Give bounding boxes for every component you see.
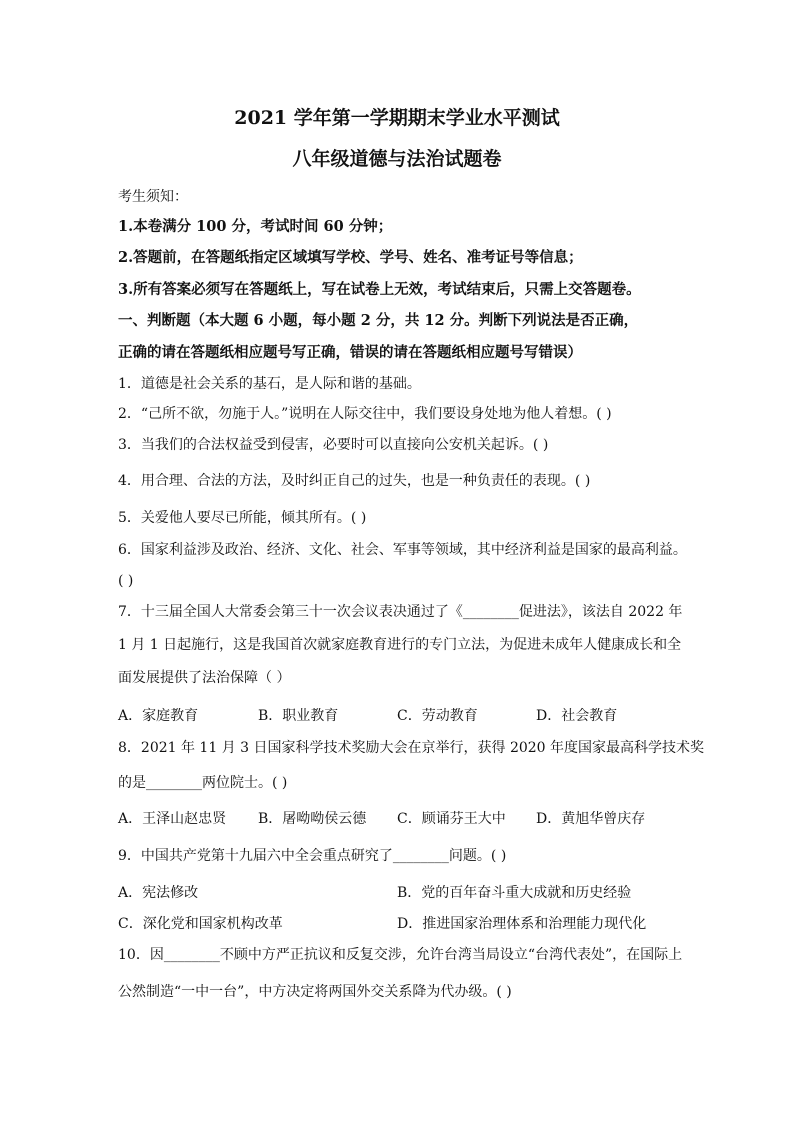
- option-b: B．职业教育: [258, 708, 339, 724]
- section-heading: 正确的请在答题纸相应题号写正确，错误的请在答题纸相应题号写错误）: [118, 344, 582, 361]
- option-a: A．宪法修改: [118, 885, 199, 901]
- option-d: D．社会教育: [536, 708, 618, 724]
- section-heading: 一、判断题（本大题 6 小题，每小题 2 分，共 12 分。判断下列说法是否正确，: [118, 312, 639, 329]
- question-5: 5．关爱他人要尽已所能，倾其所有。( ): [118, 510, 367, 526]
- option-d: D．推进国家治理体系和治理能力现代化: [397, 916, 647, 932]
- question-6: 6．国家利益涉及政治、经济、文化、社会、军事等领域，其中经济利益是国家的最高利益。: [118, 542, 687, 558]
- notice-item: 2.答题前，在答题纸指定区域填写学校、学号、姓名、准考证号等信息；: [118, 249, 583, 266]
- option-c: C．顾诵芬王大中: [397, 811, 506, 827]
- question-2: 2．“己所不欲，勿施于人。”说明在人际交往中，我们要设身处地为他人着想。( ): [118, 406, 612, 422]
- question-8-cont: 的是________两位院士。( ): [118, 775, 288, 791]
- option-b: B．屠呦呦侯云德: [258, 811, 367, 827]
- option-c: C．劳动教育: [397, 708, 478, 724]
- option-b: B．党的百年奋斗重大成就和历史经验: [397, 885, 632, 901]
- notice-heading: 考生须知：: [118, 189, 188, 205]
- option-a: A．家庭教育: [118, 708, 199, 724]
- notice-item: 1.本卷满分 100 分，考试时间 60 分钟；: [118, 218, 393, 235]
- exam-title: 2021 学年第一学期期末学业水平测试: [234, 107, 560, 129]
- question-7-cont: 面发展提供了法治保障（ ）: [118, 670, 291, 686]
- question-8: 8．2021 年 11 月 3 日国家科学技术奖励大会在京举行，获得 2020 年度国家最高科学技术奖: [118, 740, 705, 756]
- question-4: 4．用合理、合法的方法，及时纠正自己的过失，也是一种负责任的表现。( ): [118, 473, 591, 489]
- notice-item: 3.所有答案必须写在答题纸上，写在试卷上无效，考试结束后，只需上交答题卷。: [118, 281, 641, 298]
- option-c: C．深化党和国家机构改革: [118, 916, 283, 932]
- question-10: 10．因________不顾中方严正抗议和反复交涉，允许台湾当局设立“台湾代表处”，在国际上: [118, 947, 683, 963]
- question-3: 3．当我们的合法权益受到侵害，必要时可以直接向公安机关起诉。( ): [118, 437, 549, 453]
- question-7: 7．十三届全国人大常委会第三十一次会议表决通过了《________促进法》，该法自 2022 年: [118, 604, 683, 620]
- exam-subtitle: 八年级道德与法治试题卷: [292, 148, 502, 170]
- option-a: A．王泽山赵忠贤: [118, 811, 227, 827]
- question-9: 9．中国共产党第十九届六中全会重点研究了________问题。( ): [118, 848, 507, 864]
- question-1: 1．道德是社会关系的基石，是人际和谐的基础。: [118, 376, 421, 392]
- question-7-cont: 1 月 1 日起施行，这是我国首次就家庭教育进行的专门立法，为促进未成年人健康成长和全: [118, 637, 682, 653]
- option-d: D．黄旭华曾庆存: [536, 811, 646, 827]
- question-6-blank: ( ): [118, 573, 134, 589]
- question-10-cont: 公然制造“一中一台”，中方决定将两国外交关系降为代办级。( ): [118, 984, 512, 1000]
